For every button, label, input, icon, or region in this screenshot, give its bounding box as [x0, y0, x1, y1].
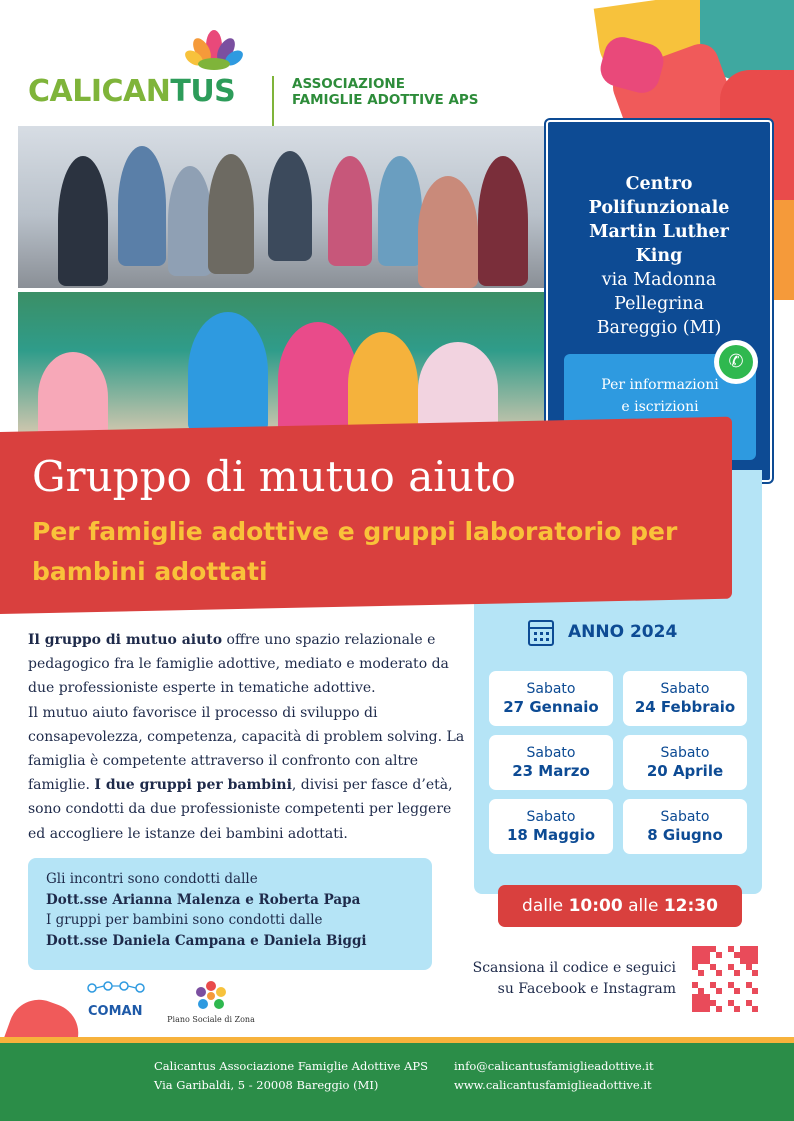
- flower-icon: [184, 24, 244, 74]
- qr-module: [716, 952, 722, 958]
- page-subtitle: Per famiglie adottive e gruppi laboratorio per bambini adottati: [32, 517, 678, 586]
- qr-module: [734, 988, 740, 994]
- date-card: Sabato 23 Marzo: [489, 735, 613, 790]
- qr-module: [698, 970, 704, 976]
- footer-address: Via Garibaldi, 5 - 20008 Bareggio (MI): [154, 1078, 379, 1092]
- date-card: Sabato 18 Maggio: [489, 799, 613, 854]
- time-badge: dalle 10:00 alle 12:30: [498, 885, 742, 927]
- piano-flower-icon: [193, 980, 229, 1014]
- piano-sociale-logo: Piano Sociale di Zona: [164, 980, 258, 1028]
- footer-email-link[interactable]: info@calicantusfamiglieadottive.it: [454, 1059, 654, 1073]
- page-title: Gruppo di mutuo aiuto: [32, 452, 516, 501]
- logo-wordmark: CALICANTUS: [28, 74, 236, 109]
- qr-module: [752, 988, 758, 994]
- footer-org: Calicantus Associazione Famiglie Adottive APS: [154, 1059, 429, 1073]
- conductors-box: Gli incontri sono condotti dalle Dott.sse Arianna Malenza e Roberta Papa I gruppi per bambini sono condotti dalle Dott.sse Daniela Campana e Daniela Biggi: [28, 858, 432, 970]
- qr-module: [734, 1006, 740, 1012]
- qr-module: [752, 1006, 758, 1012]
- location-address: Centro Polifunzionale Martin Luther King via Madonna Pellegrina Bareggio (MI): [588, 174, 730, 338]
- info-label: Per informazioni: [601, 377, 719, 393]
- children-group-photo: [18, 292, 550, 438]
- qr-module: [716, 1006, 722, 1012]
- qr-module: [752, 970, 758, 976]
- whatsapp-icon[interactable]: ✆: [714, 340, 758, 384]
- qr-module: [716, 988, 722, 994]
- footer-website-link[interactable]: www.calicantusfamiglieadottive.it: [454, 1078, 652, 1092]
- footer: [0, 1043, 794, 1121]
- description-text: Il gruppo di mutuo aiuto offre uno spazio relazionale e pedagogico fra le famiglie adottive, mediato e moderato da due professioniste esperte in tematiche adottive. Il mutuo aiuto favorisce il processo di sviluppo di consapevolezza, competenza, capacità di problem solving. La famiglia è competente attraverso il confronto con altre famiglie. I due gruppi per bambini, divisi per fasce d’età, sono condotti da due professioniste competenti per leggere ed accogliere le istanze dei bambini adottati.: [28, 632, 465, 842]
- coman-logo: COMAN: [84, 980, 150, 1028]
- date-card: Sabato 20 Aprile: [623, 735, 747, 790]
- logo-divider: [272, 76, 274, 128]
- qr-caption: Scansiona il codice e seguici su Facebook e Instagram: [472, 960, 676, 997]
- qr-module: [752, 958, 758, 964]
- info-label-2: e iscrizioni: [621, 399, 699, 415]
- logo-association: ASSOCIAZIONE FAMIGLIE ADOTTIVE APS: [292, 76, 479, 108]
- qr-module: [716, 970, 722, 976]
- date-card: Sabato 24 Febbraio: [623, 671, 747, 726]
- date-card: Sabato 27 Gennaio: [489, 671, 613, 726]
- calendar-icon: [528, 620, 554, 646]
- qr-module: [734, 970, 740, 976]
- qr-module: [704, 1006, 710, 1012]
- adults-group-photo: [18, 126, 550, 288]
- date-card: Sabato 8 Giugno: [623, 799, 747, 854]
- qr-code-icon[interactable]: [692, 946, 758, 1012]
